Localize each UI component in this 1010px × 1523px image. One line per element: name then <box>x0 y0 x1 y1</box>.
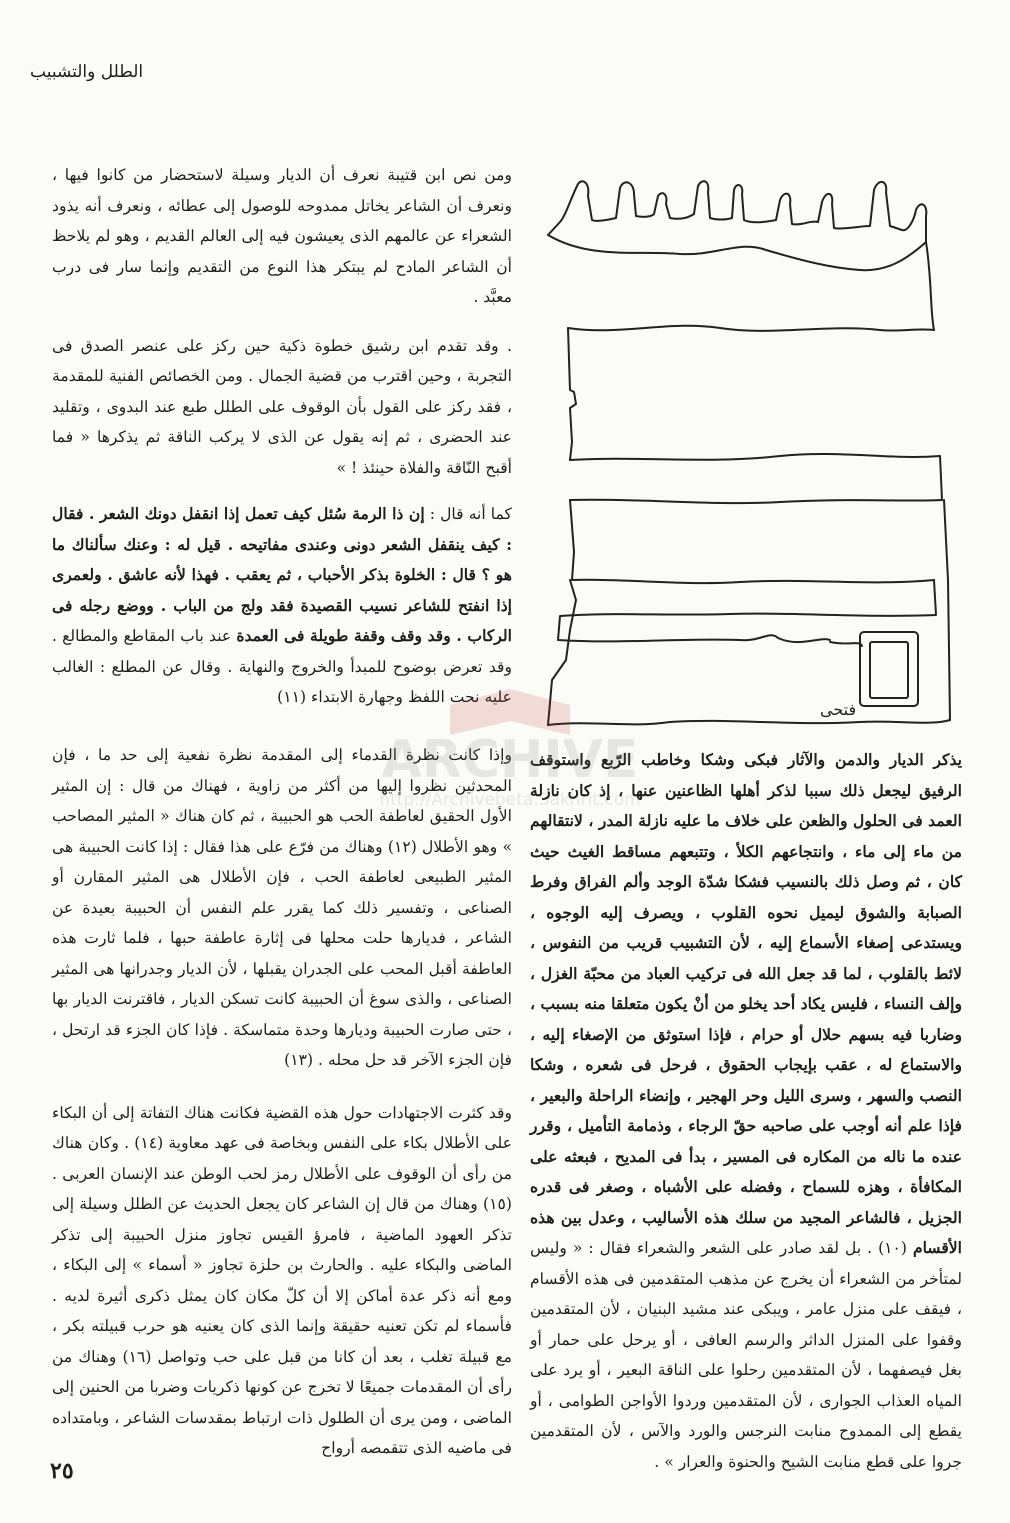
quote-lead: كما أنه قال : <box>429 505 512 523</box>
paragraph-ibn-rashiq: . وقد تقدم ابن رشيق خطوة ذكية حين ركز على عنصر الصدق فى التجربة ، وحين اقترب من قضية الجمال . ومن الخصائص الفنية للمقدمة ، فقد ركز على القول بأن الوقوف على الطلل طبع عند البدوى ، وتقليد عند الحضرى ، ثم إنه يقول عن الذى لا يركب الناقة ثم يذكرها « فما أقبح النّاقة والفلاة حينئذ ! » <box>52 336 512 477</box>
paragraph-ibn-qutayba-quote <box>530 745 962 1477</box>
quote-bold-text: يذكر الديار والدمن والآثار فبكى وشكا وخاطب الرّبع واستوقف الرفيق ليجعل ذلك سببا لذكر أهلها الظاعنين عنها ، إذ كان نازلة العمد فى الحلول والظعن على خلاف ما عليه نازلة المدر ، لانتقالهم من ماء إلى ماء ، وانتجاعهم الكلأ ، وتتبعهم مساقط الغيث حيث كان ، ثم وصل ذلك بالنسيب فشكا شدّة الوجد وألم الفراق وفرط الصبابة والشوق ليميل نحوه القلوب ، ويصرف إليه الوجوه ، ويستدعى إصغاء الأسماع إليه ، لأن التشبيب قريب من النفوس ، لائط بالقلوب ، لما قد جعل الله فى تركيب العباد من محبّة الغزل ، وإلف النساء ، فليس يكاد أحد يخلو من أنْ يكون متعلقا منه بسبب ، وضاربا فيه بسهم حلال أو حرام ، فإذا استوثق من الإصغاء إليه ، والاستماع له ، عقب بإيجاب الحقوق ، فرحل فى شعره ، وشكا النصب والسهر ، وسرى الليل وحر الهجير ، وإنضاء الراحلة والبعير ، فإذا علم أنه أوجب على صاحبه حقّ الرجاء ، وذمامة التأميل ، وقرر عنده ما ناله من المكاره فى المسير ، بدأ فى المديح ، فبعثه على المكافأة ، وهزه للسماح ، وفضله على الأشباه ، وصغر فى قدره الجزيل ، فالشاعر المجيد من سلك هذه الأساليب ، وعدل بين هذه الأقسام <box>530 750 962 1257</box>
paragraph-dhu-al-rumma <box>52 499 512 713</box>
paragraph-modern-views: وإذا كانت نظرة القدماء إلى المقدمة نظرة نفعية إلى حد ما ، فإن المحدثين نظروا إليها من أكثر من زاوية ، فهناك من قال : إن المثير الأول الحقيق لعاطفة الحب هو الحبيبة ، ثم كان هناك « المثير المصاحب » وهو الأطلال (١٢) وهناك من فرّع على هذا فقال : إذا كانت الحبيبة هى المثير الطبيعى لعاطفة الحب ، فإن الأطلال هى المثير المقارن أو الصناعى ، وتفسير ذلك كما يقرر علم النفس أن الحبيبة بعيدة عن الشاعر ، فديارها حلت محلها فى إثارة عاطفة حبها ، فلما ثارت هذه العاطفة أقبل المحب على الجدران يقبلها ، لأن الديار وجدرانها هى المثير الصناعى ، والذى سوغ أن الحبيبة كانت تسكن الديار ، فاقترنت الديار بها ، حتى صارت الحبيبة وديارها وحدة متماسكة . فإذا كان الجزء قد ارتحل ، فإن الجزء الآخر قد حل محله . (١٣) <box>52 746 512 1069</box>
page-header-title: الطلل والتشبيب <box>30 62 144 82</box>
left-column-top <box>52 160 512 713</box>
artist-signature: فتحى <box>820 700 857 719</box>
page-number: ٢٥ <box>50 1458 74 1484</box>
left-column-bottom <box>52 740 512 1464</box>
quote-tail: (١٠) . بل لقد صادر على الشعر والشعراء فقال : « وليس لمتأخر من الشعراء أن يخرج عن مذهب المتقدمين فى هذه الأقسام ، فيقف على منزل عامر ، ويبكى عند مشيد البنيان ، لأن المتقدمين وقفوا على المنزل الداثر والرسم العافى ، أو يرحل على حمار أو بغل فيصفهما ، لأن المتقدمين رحلوا على الناقة البعير ، أو يرد على المياه العذاب الجوارى ، لأن المتقدمين وردوا الأواجن الطوامى ، أو يقطع إلى الممدوح منابت النرجس والورد والآس ، لأن المتقدمين جروا على قطع منابت الشيح والحنوة والعرار » . <box>530 1239 963 1471</box>
quote-bold-text: إن ذا الرمة سُئل كيف تعمل إذا انقفل دونك الشعر . فقال : كيف ينقفل الشعر دونى وعندى مفاتيحه . قيل له : وعنك سألناك ما هو ؟ قال : الخلوة بذكر الأحباب ، ثم يعقب . فهذا لأنه عاشق . ولعمرى إذا انفتح للشاعر نسيب القصيدة فقد ولج من الباب . ووضع رجله فى الركاب . وقد وقف وقفة طويلة فى العمدة <box>52 504 512 645</box>
paragraph-ibn-qutayba: ومن نص ابن قتيبة نعرف أن الديار وسيلة لاستحضار من كانوا فيها ، ونعرف أن الشاعر يخاتل ممدوحه للوصول إلى عطائه ، ونعرف أنه يذود الشعراء عن عالمهم الذى يعيشون فيه إلى العالم القديم ، وهو لم يلاحظ أن الشاعر المادح لم يبتكر هذا النوع من التقديم وإنما سار فى درب معبَّد . <box>52 166 512 306</box>
quote-tail: عند باب المقاطع والمطالع . وقد تعرض بوضوح للمبدأ والخروج والنهاية . وقال عن المطلع : الغالب عليه نحت اللفظ وجهارة الابتداء (١١) <box>52 627 512 706</box>
paragraph-interpretations: وقد كثرت الاجتهادات حول هذه القضية فكانت هناك التفاتة إلى أن البكاء على الأطلال بكاء على النفس وبخاصة فى عهد معاوية (١٤) . وكان هناك من رأى أن الوقوف على الأطلال رمز لحب الوطن عند الإنسان العربى . (١٥) وهناك من قال إن الشاعر كان يجعل الحديث عن الطلل وسيلة إلى تذكر العهود الماضية ، فامرؤ القيس تجاوز منزل الحبيبة إلى تذكر الماضى والبكاء عليه . والحارث بن حلزة تجاوز « أسماء » إلى البكاء ، ومع أنه ذكر عدة أماكن إلا أن كلّ مكان كان يمثل ذكرى أثيرة لديه . فأسماء لم تكن تعنيه حقيقة وإنما الذى كان يعنيه هو حرب قبيلته بكر ، مع قبيلة تغلب ، بعد أن كانا من قبل على حب وتواصل (١٦) وهناك من رأى أن المقدمات جميعًا لا تخرج عن كونها ذكريات وضربا من الحنين إلى الماضى ، ومن يرى أن الطلول ذات ارتباط بمقدسات الشاعر ، وبامتداده فى ماضيه الذى تتقمصه أرواح <box>52 1103 513 1457</box>
right-column-bottom <box>530 745 962 1477</box>
watermark-url: http://Archivebeta.Sakhrit.com <box>379 790 641 810</box>
line-drawing-illustration <box>530 160 970 740</box>
watermark-title: ARCHIVE <box>381 730 639 790</box>
